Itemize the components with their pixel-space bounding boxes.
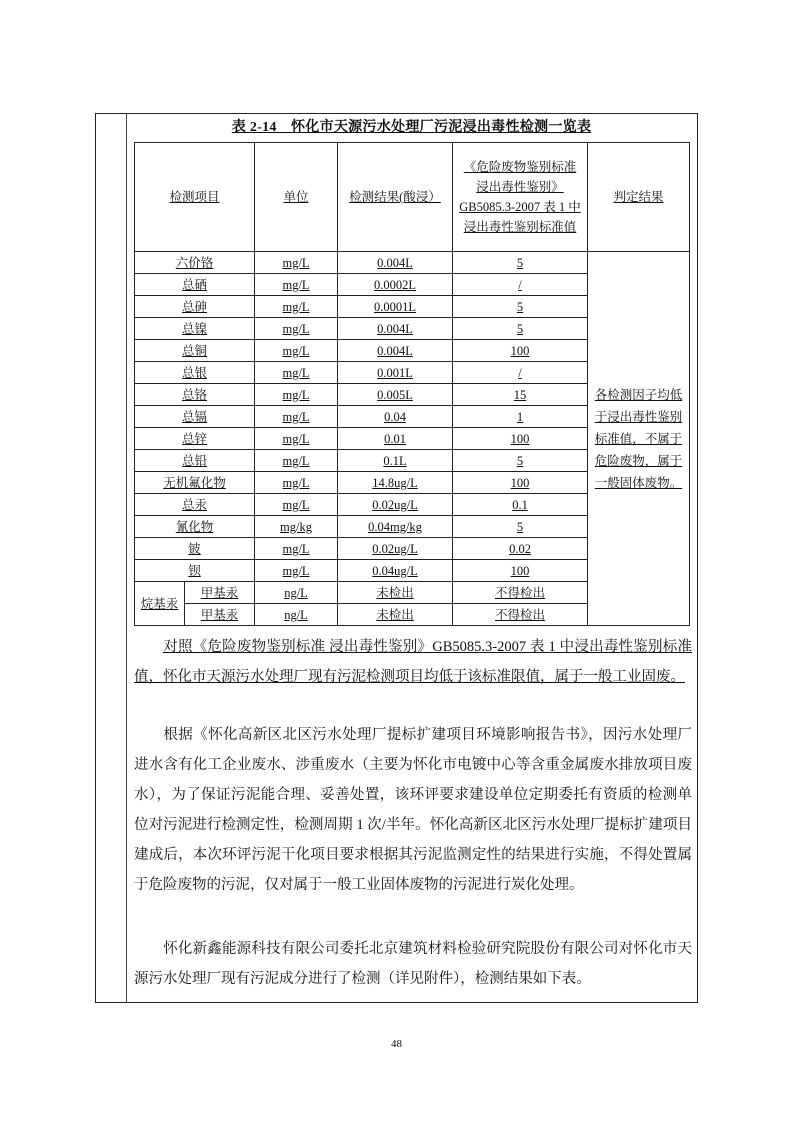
cell-standard: 100 bbox=[453, 428, 588, 450]
cell-standard: 15 bbox=[453, 384, 588, 406]
cell-unit: mg/L bbox=[255, 340, 338, 362]
cell-result: 0.005L bbox=[338, 384, 453, 406]
cell-result: 0.04mg/kg bbox=[338, 516, 453, 538]
cell-result: 0.0001L bbox=[338, 296, 453, 318]
cell-unit: mg/L bbox=[255, 538, 338, 560]
paragraph-2-text: 根据《怀化高新区北区污水处理厂提标扩建项目环境影响报告书》，因污水处理厂进水含有化工企业废水、涉重废水（主要为怀化市电镀中心等含重金属废水排放项目废水），为了保证污泥能合理、妥善处置，该环评要求建设单位定期委托有资质的检测单位对污泥进行检测定性，检测周期 1 次/半年。怀化高新区北区污水处理厂提标扩建项目建成后，本次环评污泥干化项目要求根据其污泥监测定性的结果进行实施，不得处置属于危险废物的污泥，仅对属于一般工业固体废物的污泥进行炭化处理。 bbox=[134, 727, 692, 893]
cell-item: 甲基汞 bbox=[185, 604, 255, 626]
cell-standard: / bbox=[453, 274, 588, 296]
page-number: 48 bbox=[391, 1038, 402, 1050]
paragraph-2 bbox=[134, 720, 692, 900]
cell-unit: ng/L bbox=[255, 582, 338, 604]
table-caption: 表 2-14 怀化市天源污水处理厂污泥浸出毒性检测一览表 bbox=[231, 120, 592, 135]
cell-standard: 100 bbox=[453, 472, 588, 494]
cell-item: 总镉 bbox=[135, 406, 255, 428]
cell-item: 六价铬 bbox=[135, 252, 255, 274]
cell-standard: 0.02 bbox=[453, 538, 588, 560]
cell-unit: mg/L bbox=[255, 428, 338, 450]
cell-unit: mg/L bbox=[255, 318, 338, 340]
cell-unit: mg/L bbox=[255, 406, 338, 428]
cell-item: 总铬 bbox=[135, 384, 255, 406]
cell-unit: mg/L bbox=[255, 384, 338, 406]
cell-unit: mg/L bbox=[255, 450, 338, 472]
cell-item: 总铜 bbox=[135, 340, 255, 362]
leaching-toxicity-table bbox=[134, 142, 690, 626]
cell-unit: mg/L bbox=[255, 296, 338, 318]
cell-unit: mg/L bbox=[255, 274, 338, 296]
cell-unit: mg/L bbox=[255, 252, 338, 274]
cell-result: 0.02ug/L bbox=[338, 538, 453, 560]
cell-result: 0.01 bbox=[338, 428, 453, 450]
cell-result: 14.8ug/L bbox=[338, 472, 453, 494]
cell-item: 总镍 bbox=[135, 318, 255, 340]
cell-verdict: 各检测因子均低于浸出毒性鉴别标准值，不属于危险废物，属于一般固体废物。 bbox=[588, 252, 690, 626]
cell-unit: mg/L bbox=[255, 362, 338, 384]
cell-standard: / bbox=[453, 362, 588, 384]
paragraph-1-text: 对照《危险废物鉴别标准 浸出毒性鉴别》GB5085.3-2007 表 1 中浸出毒性鉴别标准值，怀化市天源污水处理厂现有污泥检测项目均低于该标准限值，属于一般工业固废。 bbox=[134, 639, 692, 685]
cell-item: 氰化物 bbox=[135, 516, 255, 538]
cell-standard: 100 bbox=[453, 560, 588, 582]
cell-group-label: 烷基汞 bbox=[135, 582, 185, 626]
cell-item: 总锌 bbox=[135, 428, 255, 450]
cell-standard: 不得检出 bbox=[453, 604, 588, 626]
header-standard: 《危险废物鉴别标准 浸出毒性鉴别》GB5085.3-2007 表 1 中浸出毒性鉴别标准值 bbox=[453, 143, 588, 252]
frame-divider bbox=[126, 113, 127, 1003]
cell-item: 甲基汞 bbox=[185, 582, 255, 604]
cell-result: 0.004L bbox=[338, 252, 453, 274]
header-result: 检测结果(酸浸） bbox=[338, 143, 453, 252]
cell-result: 0.04 bbox=[338, 406, 453, 428]
cell-unit: mg/L bbox=[255, 494, 338, 516]
cell-standard: 5 bbox=[453, 318, 588, 340]
cell-result: 0.04ug/L bbox=[338, 560, 453, 582]
cell-result: 未检出 bbox=[338, 604, 453, 626]
cell-result: 0.004L bbox=[338, 318, 453, 340]
cell-unit: ng/L bbox=[255, 604, 338, 626]
cell-standard: 5 bbox=[453, 450, 588, 472]
cell-result: 0.001L bbox=[338, 362, 453, 384]
cell-unit: mg/kg bbox=[255, 516, 338, 538]
cell-item: 无机氟化物 bbox=[135, 472, 255, 494]
cell-item: 钡 bbox=[135, 560, 255, 582]
cell-item: 总汞 bbox=[135, 494, 255, 516]
table-row bbox=[135, 252, 690, 274]
cell-result: 0.004L bbox=[338, 340, 453, 362]
header-item: 检测项目 bbox=[135, 143, 255, 252]
cell-unit: mg/L bbox=[255, 560, 338, 582]
cell-standard: 5 bbox=[453, 252, 588, 274]
paragraph-3 bbox=[134, 934, 692, 994]
cell-unit: mg/L bbox=[255, 472, 338, 494]
table-header-row bbox=[135, 143, 690, 252]
cell-item: 总银 bbox=[135, 362, 255, 384]
cell-result: 0.1L bbox=[338, 450, 453, 472]
cell-standard: 5 bbox=[453, 516, 588, 538]
cell-standard: 不得检出 bbox=[453, 582, 588, 604]
cell-standard: 100 bbox=[453, 340, 588, 362]
cell-item: 总铅 bbox=[135, 450, 255, 472]
cell-standard: 1 bbox=[453, 406, 588, 428]
cell-result: 0.02ug/L bbox=[338, 494, 453, 516]
cell-item: 总砷 bbox=[135, 296, 255, 318]
header-verdict: 判定结果 bbox=[588, 143, 690, 252]
cell-standard: 0.1 bbox=[453, 494, 588, 516]
header-unit: 单位 bbox=[255, 143, 338, 252]
cell-result: 0.0002L bbox=[338, 274, 453, 296]
cell-item: 总硒 bbox=[135, 274, 255, 296]
cell-result: 未检出 bbox=[338, 582, 453, 604]
cell-item: 铍 bbox=[135, 538, 255, 560]
paragraph-1 bbox=[134, 632, 692, 692]
paragraph-3-text: 怀化新鑫能源科技有限公司委托北京建筑材料检验研究院股份有限公司对怀化市天源污水处理厂现有污泥成分进行了检测（详见附件），检测结果如下表。 bbox=[134, 941, 692, 987]
cell-standard: 5 bbox=[453, 296, 588, 318]
